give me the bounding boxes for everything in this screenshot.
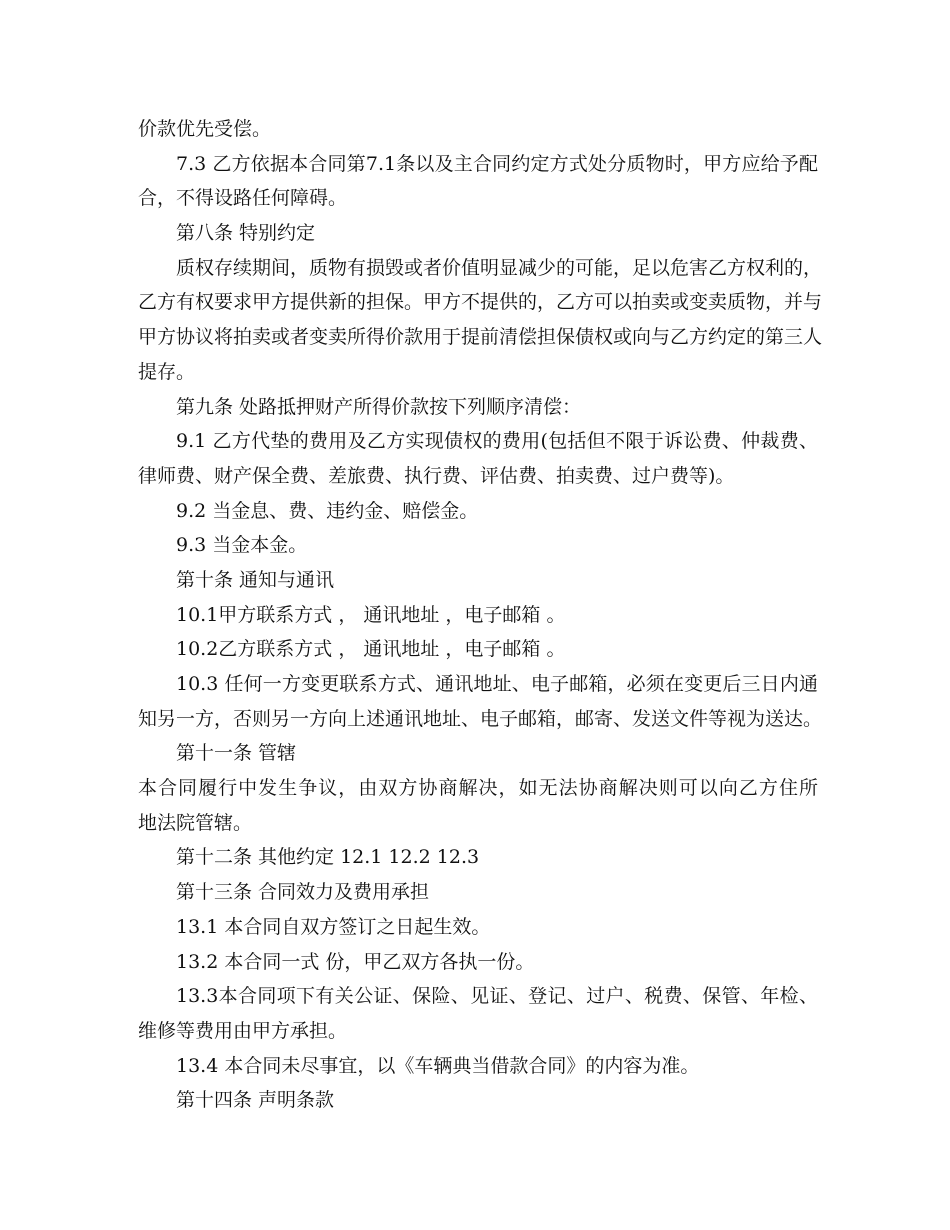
section-heading: 第十条 通知与通讯 (176, 568, 335, 591)
text-line: 甲方协议将拍卖或者变卖所得价款用于提前清偿担保债权或向与乙方约定的第三人 (138, 326, 823, 349)
section-heading: 第九条 处路抵押财产所得价款按下列顺序清偿： (176, 395, 582, 418)
text-line: 10.3 任何一方变更联系方式、通讯地址、电子邮箱，必须在变更后三日内通 (176, 673, 818, 695)
text-line: 10.2乙方联系方式 ， 通讯地址 ，电子邮箱 。 (176, 638, 566, 661)
text-line: 13.4 本合同未尽事宜，以《车辆典当借款合同》的内容为准。 (176, 1054, 700, 1077)
text-line: 乙方有权要求甲方提供新的担保。甲方不提供的，乙方可以拍卖或变卖质物，并与 (138, 291, 823, 314)
text-line: 地法院管辖。 (138, 811, 253, 834)
section-heading: 第十二条 其他约定 12.1 12.2 12.3 (176, 846, 480, 869)
text-line: 13.2 本合同一式 份，甲乙双方各执一份。 (176, 950, 535, 973)
section-heading: 第十三条 合同效力及费用承担 (176, 881, 430, 904)
text-line: 律师费、财产保全费、差旅费、执行费、评估费、拍卖费、过户费等)。 (138, 464, 735, 487)
document-body (138, 112, 823, 1118)
section-heading: 第八条 特别约定 (176, 222, 316, 245)
text-line: 9.2 当金息、费、违约金、赔偿金。 (176, 499, 479, 522)
text-line: 知另一方，否则另一方向上述通讯地址、电子邮箱，邮寄、发送文件等视为送达。 (138, 707, 823, 730)
text-line: 维修等费用由甲方承担。 (138, 1019, 348, 1042)
text-line: 本合同履行中发生争议，由双方协商解决，如无法协商解决则可以向乙方住所 (138, 777, 818, 800)
text-line: 价款优先受偿。 (138, 118, 272, 140)
text-line: 7.3 乙方依据本合同第7.1条以及主合同约定方式处分质物时，甲方应给予配 (176, 152, 818, 175)
text-line: 13.1 本合同自双方签订之日起生效。 (176, 915, 491, 938)
text-line: 提存。 (138, 360, 196, 383)
section-heading: 第十一条 管辖 (176, 742, 297, 765)
text-line: 合，不得设路任何障碍。 (138, 187, 348, 210)
text-line: 9.3 当金本金。 (176, 534, 308, 557)
text-line: 10.1甲方联系方式 ， 通讯地址 ，电子邮箱 。 (176, 603, 566, 626)
text-line: 质权存续期间，质物有损毁或者价值明显减少的可能，足以危害乙方权利的， (176, 256, 823, 279)
text-line: 13.3本合同项下有关公证、保险、见证、登记、过户、税费、保管、年检、 (176, 985, 818, 1008)
section-heading: 第十四条 声明条款 (176, 1089, 335, 1112)
text-line: 9.1 乙方代垫的费用及乙方实现债权的费用(包括但不限于诉讼费、仲裁费、 (176, 430, 818, 453)
